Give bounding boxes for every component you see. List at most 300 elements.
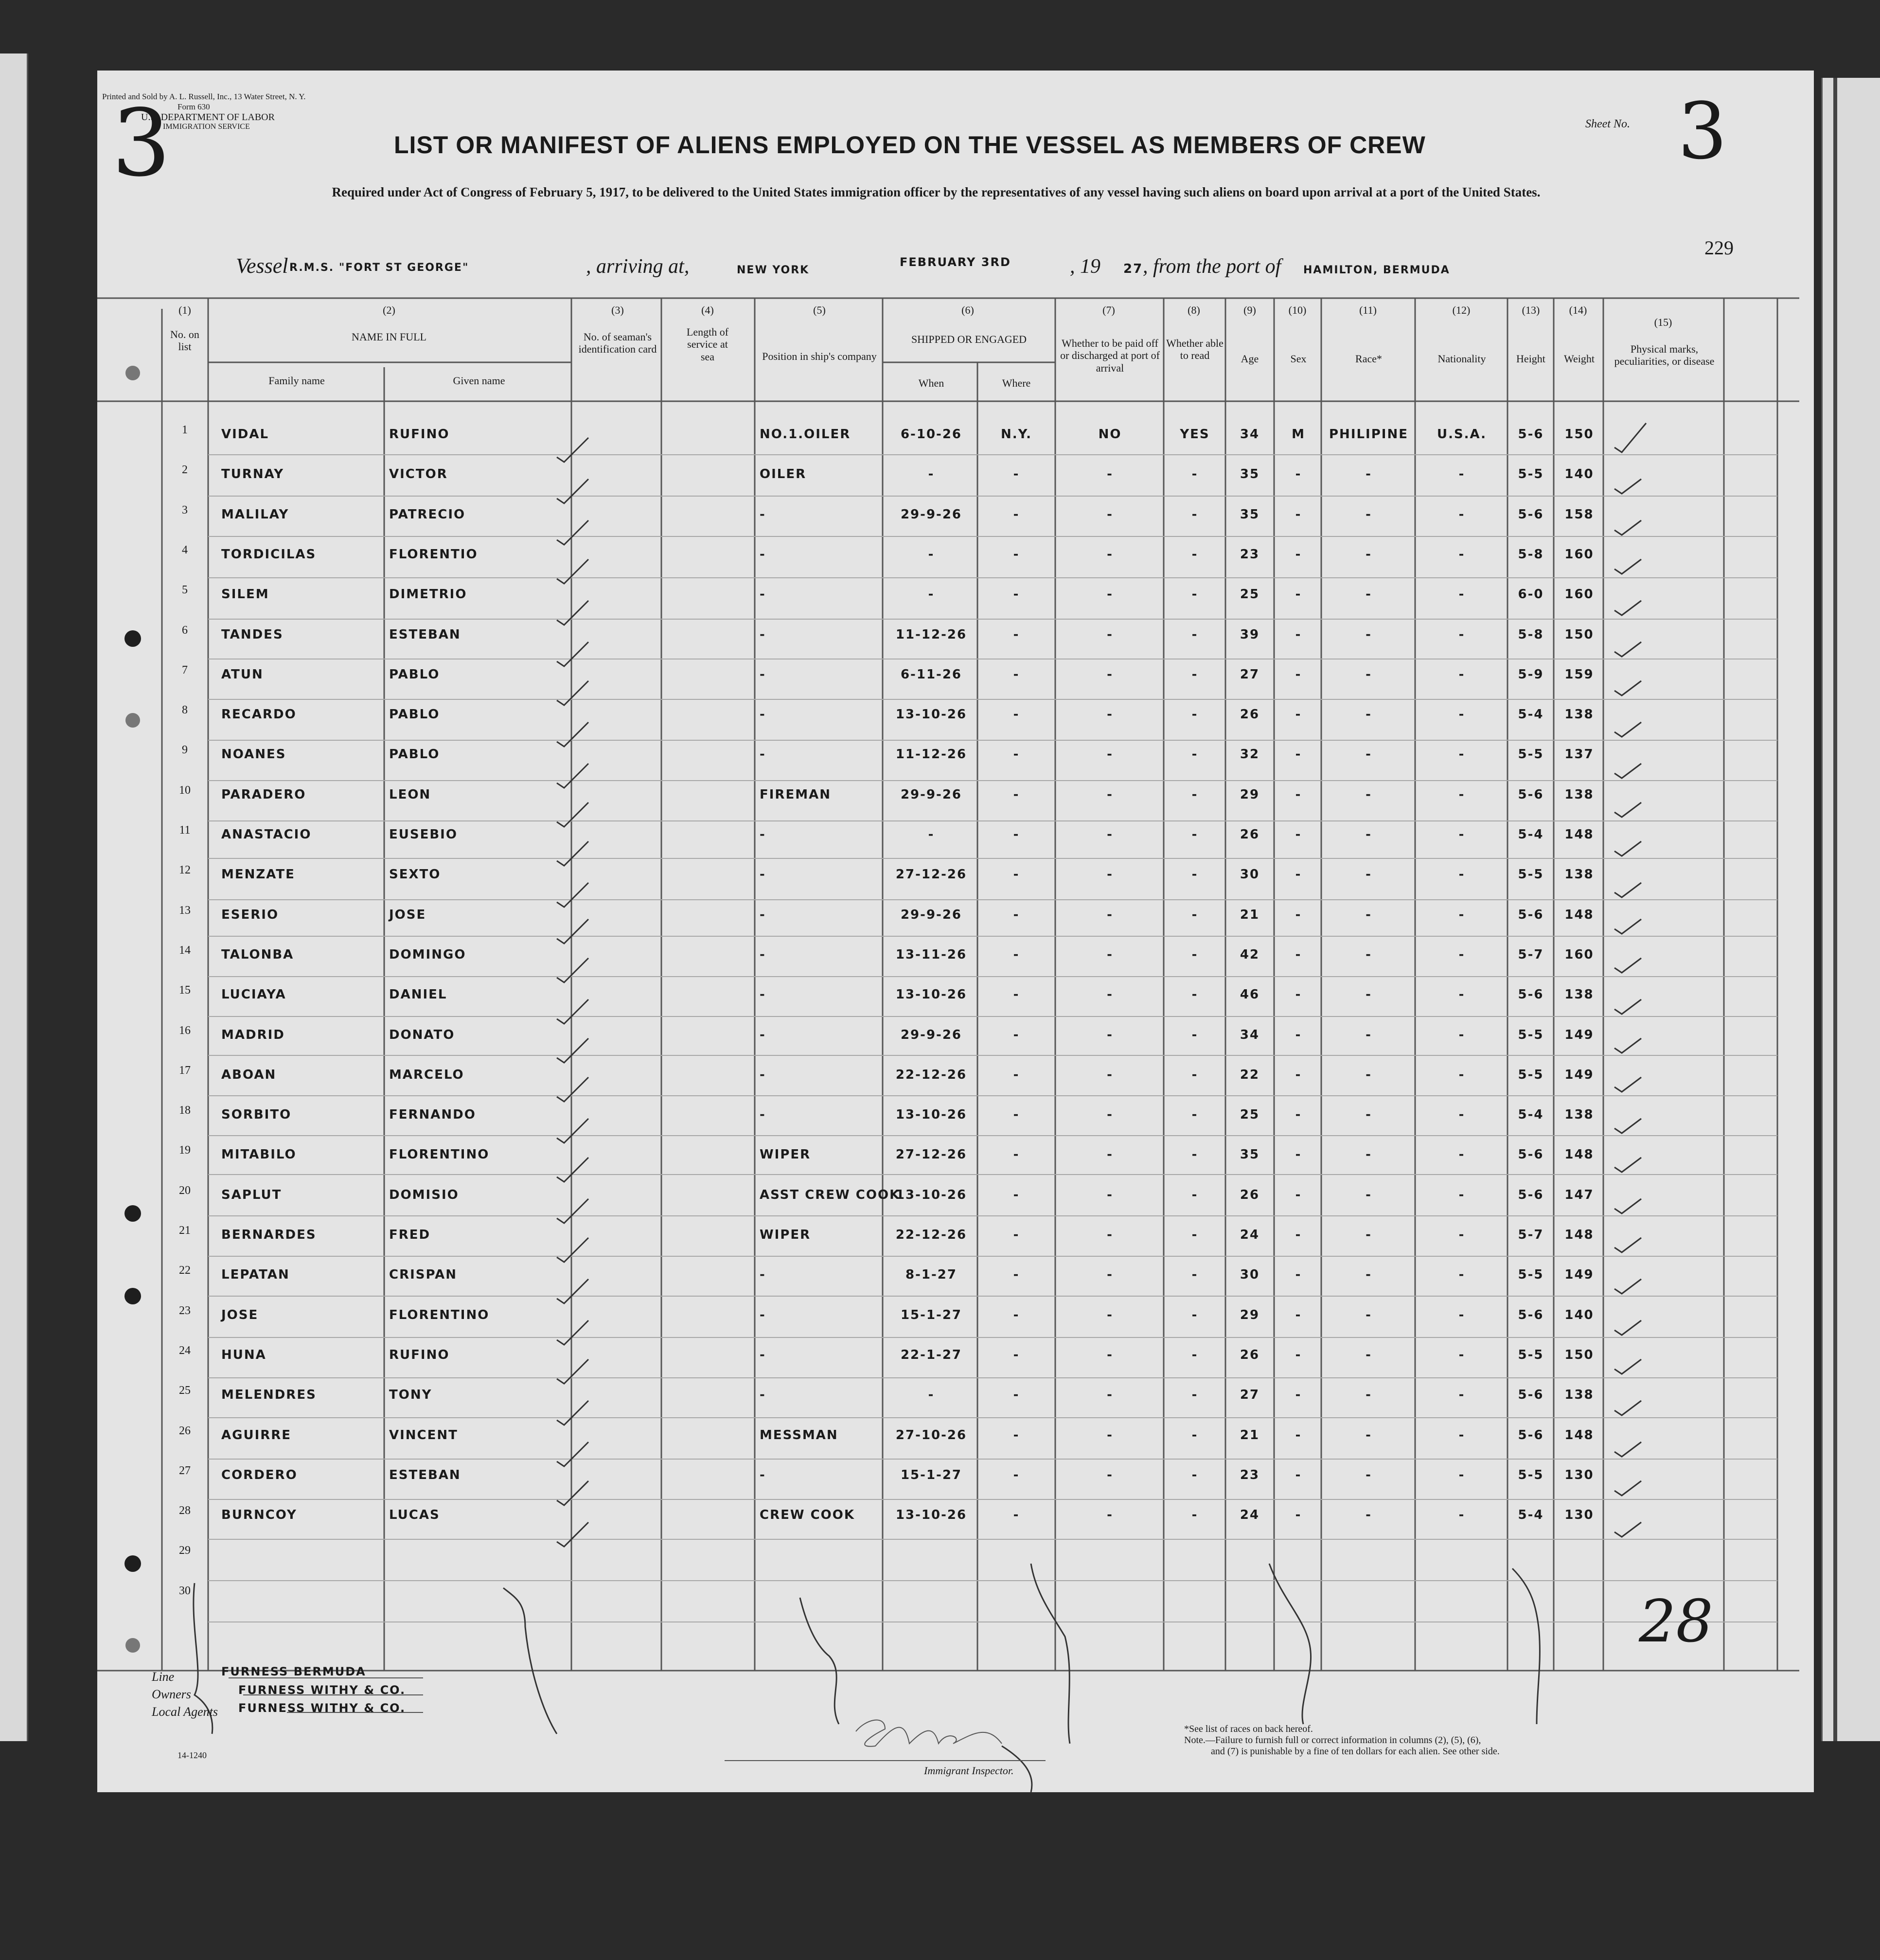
row-number-cell: 3	[182, 504, 188, 517]
col6a-header: When	[918, 377, 944, 389]
paid-off-cell: -	[1107, 707, 1113, 722]
family-name-cell: JOSE	[221, 1308, 259, 1322]
given-name-cell: FLORENTIO	[389, 547, 478, 562]
race-cell: -	[1366, 547, 1372, 562]
paid-off-cell: -	[1107, 908, 1113, 922]
given-name-cell: DONATO	[389, 1028, 455, 1042]
family-name-cell: ABOAN	[221, 1068, 277, 1082]
weight-cell: 150	[1564, 627, 1594, 642]
paid-off-cell: -	[1107, 467, 1113, 481]
nationality-cell: -	[1458, 1468, 1465, 1482]
race-cell: -	[1366, 1267, 1372, 1282]
position-cell: -	[760, 707, 766, 722]
col11-header: Race*	[1355, 353, 1382, 365]
race-cell: -	[1366, 627, 1372, 642]
age-cell: 23	[1240, 547, 1260, 562]
position-cell: -	[760, 1107, 766, 1122]
position-cell: -	[760, 867, 766, 882]
family-name-cell: LUCIAYA	[221, 987, 286, 1002]
sex-cell: -	[1295, 1228, 1302, 1242]
handwritten-total: 28	[1639, 1588, 1713, 1656]
col3-header: No. of seaman's identification card	[578, 331, 657, 356]
weight-cell: 148	[1564, 1428, 1594, 1443]
race-cell: -	[1366, 1188, 1372, 1202]
shipped-when-cell: 6-10-26	[900, 427, 962, 442]
row-number-cell: 13	[179, 904, 191, 917]
race-cell: -	[1366, 667, 1372, 682]
owners-value: FURNESS WITHY & CO.	[238, 1683, 406, 1697]
age-cell: 23	[1240, 1468, 1260, 1482]
nationality-cell: -	[1458, 587, 1465, 602]
paid-off-cell: -	[1107, 667, 1113, 682]
binder-hole	[124, 630, 141, 647]
weight-cell: 149	[1564, 1028, 1594, 1042]
sex-cell: -	[1295, 547, 1302, 562]
shipped-when-cell: 22-12-26	[895, 1228, 967, 1242]
paid-off-cell: -	[1107, 1028, 1113, 1042]
row-number-cell: 14	[179, 944, 191, 957]
shipped-when-cell: 8-1-27	[905, 1267, 957, 1282]
weight-cell: 149	[1564, 1068, 1594, 1082]
height-cell: 5-6	[1518, 987, 1544, 1002]
row-number-cell: 29	[179, 1544, 191, 1557]
weight-cell: 150	[1564, 1348, 1594, 1362]
able-to-read-cell: -	[1191, 908, 1198, 922]
shipped-when-cell: 29-9-26	[900, 787, 962, 802]
race-cell: -	[1366, 987, 1372, 1002]
given-name-cell: DANIEL	[389, 987, 447, 1002]
height-cell: 5-6	[1518, 1188, 1544, 1202]
position-cell: CREW COOK	[760, 1508, 855, 1522]
sex-cell: -	[1295, 667, 1302, 682]
position-cell: -	[760, 627, 766, 642]
shipped-when-cell: -	[928, 1388, 935, 1402]
position-cell: -	[760, 1028, 766, 1042]
paid-off-cell: -	[1107, 547, 1113, 562]
nationality-cell: -	[1458, 947, 1465, 962]
row-number-cell: 5	[182, 584, 188, 596]
nationality-cell: -	[1458, 787, 1465, 802]
family-name-cell: MENZATE	[221, 867, 295, 882]
binder-hole	[125, 713, 140, 728]
race-cell: -	[1366, 947, 1372, 962]
sex-cell: -	[1295, 827, 1302, 842]
shipped-where-cell: -	[1013, 1468, 1020, 1482]
given-name-cell: DIMETRIO	[389, 587, 467, 602]
nationality-cell: -	[1458, 1308, 1465, 1322]
family-name-cell: AGUIRRE	[221, 1428, 292, 1443]
col15-header: Physical marks, peculiarities, or disease	[1614, 343, 1715, 368]
position-cell: OILER	[760, 467, 807, 481]
race-cell: -	[1366, 747, 1372, 762]
able-to-read-cell: -	[1191, 627, 1198, 642]
shipped-when-cell: 15-1-27	[900, 1308, 962, 1322]
row-number-cell: 8	[182, 704, 188, 716]
binder-hole	[124, 1555, 141, 1572]
family-name-cell: TURNAY	[221, 467, 284, 481]
shipped-where-cell: -	[1013, 827, 1020, 842]
family-name-cell: MELENDRES	[221, 1388, 317, 1402]
age-cell: 46	[1240, 987, 1260, 1002]
age-cell: 35	[1240, 467, 1260, 481]
race-cell: -	[1366, 1147, 1372, 1162]
weight-cell: 138	[1564, 787, 1594, 802]
row-number-cell: 15	[179, 984, 191, 997]
paid-off-cell: -	[1107, 827, 1113, 842]
able-to-read-cell: -	[1191, 1308, 1198, 1322]
given-name-cell: FRED	[389, 1228, 431, 1242]
paid-off-cell: -	[1107, 1308, 1113, 1322]
shipped-when-cell: -	[928, 467, 935, 481]
paid-off-cell: -	[1107, 1388, 1113, 1402]
shipped-when-cell: 11-12-26	[895, 627, 967, 642]
age-cell: 21	[1240, 908, 1260, 922]
race-cell: -	[1366, 1428, 1372, 1443]
family-name-cell: ATUN	[221, 667, 264, 682]
position-cell: -	[760, 1388, 766, 1402]
position-cell: WIPER	[760, 1228, 811, 1242]
height-cell: 5-9	[1518, 667, 1544, 682]
right-adjacent-page	[1821, 78, 1880, 1741]
col2-number: (2)	[383, 304, 395, 316]
weight-cell: 137	[1564, 747, 1594, 762]
race-cell: -	[1366, 787, 1372, 802]
paid-off-cell: -	[1107, 747, 1113, 762]
height-cell: 5-6	[1518, 1428, 1544, 1443]
able-to-read-cell: -	[1191, 667, 1198, 682]
able-to-read-cell: -	[1191, 1428, 1198, 1443]
position-cell: -	[760, 987, 766, 1002]
nationality-cell: -	[1458, 467, 1465, 481]
position-cell: -	[760, 1308, 766, 1322]
position-cell: -	[760, 667, 766, 682]
col13-header: Height	[1516, 353, 1545, 365]
nationality-cell: -	[1458, 707, 1465, 722]
nationality-cell: -	[1458, 1068, 1465, 1082]
page-title: LIST OR MANIFEST OF ALIENS EMPLOYED ON THE VESSEL AS MEMBERS OF CREW	[394, 131, 1426, 159]
age-cell: 26	[1240, 707, 1260, 722]
weight-cell: 160	[1564, 947, 1594, 962]
shipped-where-cell: -	[1013, 627, 1020, 642]
given-name-cell: LEON	[389, 787, 431, 802]
position-cell: -	[760, 1068, 766, 1082]
nationality-cell: -	[1458, 1028, 1465, 1042]
nationality-cell: -	[1458, 1147, 1465, 1162]
shipped-where-cell: -	[1013, 1428, 1020, 1443]
shipped-when-cell: 11-12-26	[895, 747, 967, 762]
nationality-cell: U.S.A.	[1437, 427, 1487, 442]
col6-header: SHIPPED OR ENGAGED	[911, 333, 1027, 345]
family-name-cell: TORDICILAS	[221, 547, 317, 562]
sex-cell: -	[1295, 1107, 1302, 1122]
shipped-when-cell: -	[928, 587, 935, 602]
row-number-cell: 25	[179, 1384, 191, 1397]
col7-number: (7)	[1102, 304, 1115, 316]
form-number: Form 630	[177, 102, 210, 111]
col2a-header: Family name	[268, 374, 325, 387]
able-to-read-cell: -	[1191, 507, 1198, 522]
age-cell: 24	[1240, 1228, 1260, 1242]
height-cell: 5-4	[1518, 1107, 1544, 1122]
margin-mark: 3	[112, 89, 171, 197]
paid-off-cell: -	[1107, 1428, 1113, 1443]
paid-off-cell: -	[1107, 787, 1113, 802]
height-cell: 5-5	[1518, 867, 1544, 882]
shipped-where-cell: -	[1013, 1228, 1020, 1242]
paid-off-cell: -	[1107, 867, 1113, 882]
paid-off-cell: -	[1107, 1068, 1113, 1082]
race-cell: -	[1366, 1388, 1372, 1402]
able-to-read-cell: -	[1191, 1267, 1198, 1282]
given-name-cell: CRISPAN	[389, 1267, 458, 1282]
family-name-cell: HUNA	[221, 1348, 266, 1362]
position-cell: -	[760, 1348, 766, 1362]
given-name-cell: FLORENTINO	[389, 1147, 490, 1162]
given-name-cell: DOMISIO	[389, 1188, 459, 1202]
from-label: , from the port of	[1143, 255, 1281, 278]
shipped-when-cell: 27-10-26	[895, 1428, 967, 1443]
height-cell: 5-6	[1518, 908, 1544, 922]
paid-off-cell: -	[1107, 627, 1113, 642]
able-to-read-cell: -	[1191, 1147, 1198, 1162]
row-number-cell: 30	[179, 1585, 191, 1597]
col5-header: Position in ship's company	[762, 350, 877, 362]
weight-cell: 140	[1564, 467, 1594, 481]
able-to-read-cell: -	[1191, 1188, 1198, 1202]
nationality-cell: -	[1458, 747, 1465, 762]
race-cell: -	[1366, 1468, 1372, 1482]
height-cell: 5-4	[1518, 827, 1544, 842]
line-label: Line	[152, 1670, 175, 1684]
given-name-cell: MARCELO	[389, 1068, 464, 1082]
sheet-label: Sheet No.	[1585, 118, 1630, 130]
paid-off-cell: -	[1107, 1267, 1113, 1282]
shipped-when-cell: 29-9-26	[900, 507, 962, 522]
able-to-read-cell: -	[1191, 1107, 1198, 1122]
position-cell: -	[760, 908, 766, 922]
shipped-when-cell: 13-10-26	[895, 707, 967, 722]
age-cell: 42	[1240, 947, 1260, 962]
sex-cell: -	[1295, 1267, 1302, 1282]
given-name-cell: EUSEBIO	[389, 827, 458, 842]
able-to-read-cell: -	[1191, 747, 1198, 762]
nationality-cell: -	[1458, 1348, 1465, 1362]
sex-cell: -	[1295, 987, 1302, 1002]
height-cell: 5-6	[1518, 1147, 1544, 1162]
race-cell: -	[1366, 1228, 1372, 1242]
weight-cell: 160	[1564, 547, 1594, 562]
height-cell: 5-4	[1518, 1508, 1544, 1522]
manifest-sheet	[97, 71, 1814, 1792]
sex-cell: -	[1295, 1428, 1302, 1443]
shipped-where-cell: -	[1013, 867, 1020, 882]
table-grid	[97, 71, 1814, 1792]
col14-header: Weight	[1564, 353, 1595, 365]
position-cell: ASST CREW COOK	[760, 1188, 901, 1202]
given-name-cell: PATRECIO	[389, 507, 466, 522]
col1-number: (1)	[178, 304, 191, 316]
paid-off-cell: -	[1107, 1107, 1113, 1122]
shipped-where-cell: -	[1013, 1028, 1020, 1042]
sex-cell: -	[1295, 1028, 1302, 1042]
sex-cell: -	[1295, 787, 1302, 802]
family-name-cell: MADRID	[221, 1028, 285, 1042]
nationality-cell: -	[1458, 827, 1465, 842]
given-name-cell: RUFINO	[389, 427, 450, 442]
family-name-cell: BURNCOY	[221, 1508, 297, 1522]
position-cell: -	[760, 1267, 766, 1282]
shipped-where-cell: -	[1013, 1388, 1020, 1402]
weight-cell: 138	[1564, 867, 1594, 882]
arrival-date: FEBRUARY 3RD	[900, 255, 1011, 269]
binder-hole	[125, 1638, 140, 1653]
family-name-cell: TANDES	[221, 627, 284, 642]
shipped-where-cell: -	[1013, 667, 1020, 682]
age-cell: 35	[1240, 1147, 1260, 1162]
nationality-cell: -	[1458, 547, 1465, 562]
shipped-when-cell: 15-1-27	[900, 1468, 962, 1482]
height-cell: 5-5	[1518, 1267, 1544, 1282]
given-name-cell: SEXTO	[389, 867, 441, 882]
shipped-when-cell: 13-10-26	[895, 1188, 967, 1202]
page-number: 229	[1704, 237, 1734, 259]
sex-cell: -	[1295, 1388, 1302, 1402]
row-number-cell: 7	[182, 664, 188, 677]
sex-cell: -	[1295, 467, 1302, 481]
given-name-cell: VICTOR	[389, 467, 448, 481]
paid-off-cell: -	[1107, 1188, 1113, 1202]
age-cell: 30	[1240, 1267, 1260, 1282]
race-cell: -	[1366, 1028, 1372, 1042]
sheet-number: 3	[1678, 86, 1727, 177]
position-cell: NO.1.OILER	[760, 427, 851, 442]
shipped-where-cell: -	[1013, 1267, 1020, 1282]
left-adjacent-page	[0, 53, 28, 1741]
age-cell: 35	[1240, 507, 1260, 522]
given-name-cell: FLORENTINO	[389, 1308, 490, 1322]
col9-header: Age	[1241, 353, 1259, 365]
sex-cell: -	[1295, 507, 1302, 522]
shipped-where-cell: -	[1013, 1308, 1020, 1322]
able-to-read-cell: -	[1191, 987, 1198, 1002]
sex-cell: M	[1292, 427, 1305, 442]
height-cell: 5-6	[1518, 1308, 1544, 1322]
shipped-where-cell: -	[1013, 587, 1020, 602]
sex-cell: -	[1295, 627, 1302, 642]
weight-cell: 140	[1564, 1308, 1594, 1322]
shipped-when-cell: 13-10-26	[895, 1107, 967, 1122]
given-name-cell: PABLO	[389, 667, 440, 682]
shipped-where-cell: N.Y.	[1000, 427, 1032, 442]
given-name-cell: ESTEBAN	[389, 627, 461, 642]
weight-cell: 158	[1564, 507, 1594, 522]
weight-cell: 147	[1564, 1188, 1594, 1202]
arriving-port: NEW YORK	[737, 264, 810, 276]
nationality-cell: -	[1458, 507, 1465, 522]
row-number-cell: 22	[179, 1264, 191, 1277]
family-name-cell: TALONBA	[221, 947, 294, 962]
row-number-cell: 1	[182, 424, 188, 436]
age-cell: 25	[1240, 587, 1260, 602]
weight-cell: 130	[1564, 1508, 1594, 1522]
sex-cell: -	[1295, 908, 1302, 922]
race-cell: -	[1366, 1508, 1372, 1522]
departure-port: HAMILTON, BERMUDA	[1303, 264, 1450, 276]
sex-cell: -	[1295, 1348, 1302, 1362]
note-line-2: and (7) is punishable by a fine of ten dollars for each alien. See other side.	[1211, 1746, 1500, 1757]
family-name-cell: NOANES	[221, 747, 286, 762]
paid-off-cell: NO	[1098, 427, 1122, 442]
vessel-name: R.M.S. "FORT ST GEORGE"	[289, 262, 469, 274]
agents-label: Local Agents	[152, 1705, 218, 1719]
row-number-cell: 11	[179, 824, 191, 837]
age-cell: 26	[1240, 827, 1260, 842]
paid-off-cell: -	[1107, 587, 1113, 602]
sex-cell: -	[1295, 1468, 1302, 1482]
position-cell: WIPER	[760, 1147, 811, 1162]
race-cell: -	[1366, 867, 1372, 882]
weight-cell: 130	[1564, 1468, 1594, 1482]
shipped-where-cell: -	[1013, 1348, 1020, 1362]
age-cell: 26	[1240, 1348, 1260, 1362]
paid-off-cell: -	[1107, 947, 1113, 962]
age-cell: 29	[1240, 1308, 1260, 1322]
weight-cell: 148	[1564, 908, 1594, 922]
age-cell: 29	[1240, 787, 1260, 802]
family-name-cell: RECARDO	[221, 707, 297, 722]
able-to-read-cell: -	[1191, 467, 1198, 481]
nationality-cell: -	[1458, 1107, 1465, 1122]
family-name-cell: SILEM	[221, 587, 269, 602]
row-number-cell: 2	[182, 463, 188, 476]
arrival-year: 27	[1123, 262, 1143, 276]
col4-number: (4)	[701, 304, 714, 316]
height-cell: 5-5	[1518, 1468, 1544, 1482]
given-name-cell: JOSE	[389, 908, 426, 922]
position-cell: FIREMAN	[760, 787, 831, 802]
family-name-cell: LEPATAN	[221, 1267, 290, 1282]
sex-cell: -	[1295, 947, 1302, 962]
able-to-read-cell: -	[1191, 1028, 1198, 1042]
family-name-cell: ANASTACIO	[221, 827, 312, 842]
col2-header: NAME IN FULL	[352, 331, 426, 343]
able-to-read-cell: -	[1191, 827, 1198, 842]
sex-cell: -	[1295, 867, 1302, 882]
nationality-cell: -	[1458, 1267, 1465, 1282]
row-number-cell: 23	[179, 1304, 191, 1317]
nationality-cell: -	[1458, 627, 1465, 642]
age-cell: 27	[1240, 1388, 1260, 1402]
service: IMMIGRATION SERVICE	[163, 123, 250, 131]
age-cell: 39	[1240, 627, 1260, 642]
col6-number: (6)	[961, 304, 974, 316]
family-name-cell: VIDAL	[221, 427, 269, 442]
family-name-cell: ESERIO	[221, 908, 279, 922]
col10-number: (10)	[1288, 304, 1307, 316]
given-name-cell: FERNANDO	[389, 1107, 476, 1122]
shipped-when-cell: 27-12-26	[895, 1147, 967, 1162]
able-to-read-cell: -	[1191, 787, 1198, 802]
age-cell: 30	[1240, 867, 1260, 882]
shipped-when-cell: 13-11-26	[895, 947, 967, 962]
able-to-read-cell: -	[1191, 867, 1198, 882]
shipped-when-cell: 22-12-26	[895, 1068, 967, 1082]
row-number-cell: 18	[179, 1104, 191, 1117]
col14-number: (14)	[1569, 304, 1587, 316]
family-name-cell: SAPLUT	[221, 1188, 282, 1202]
shipped-where-cell: -	[1013, 467, 1020, 481]
age-cell: 34	[1240, 427, 1260, 442]
